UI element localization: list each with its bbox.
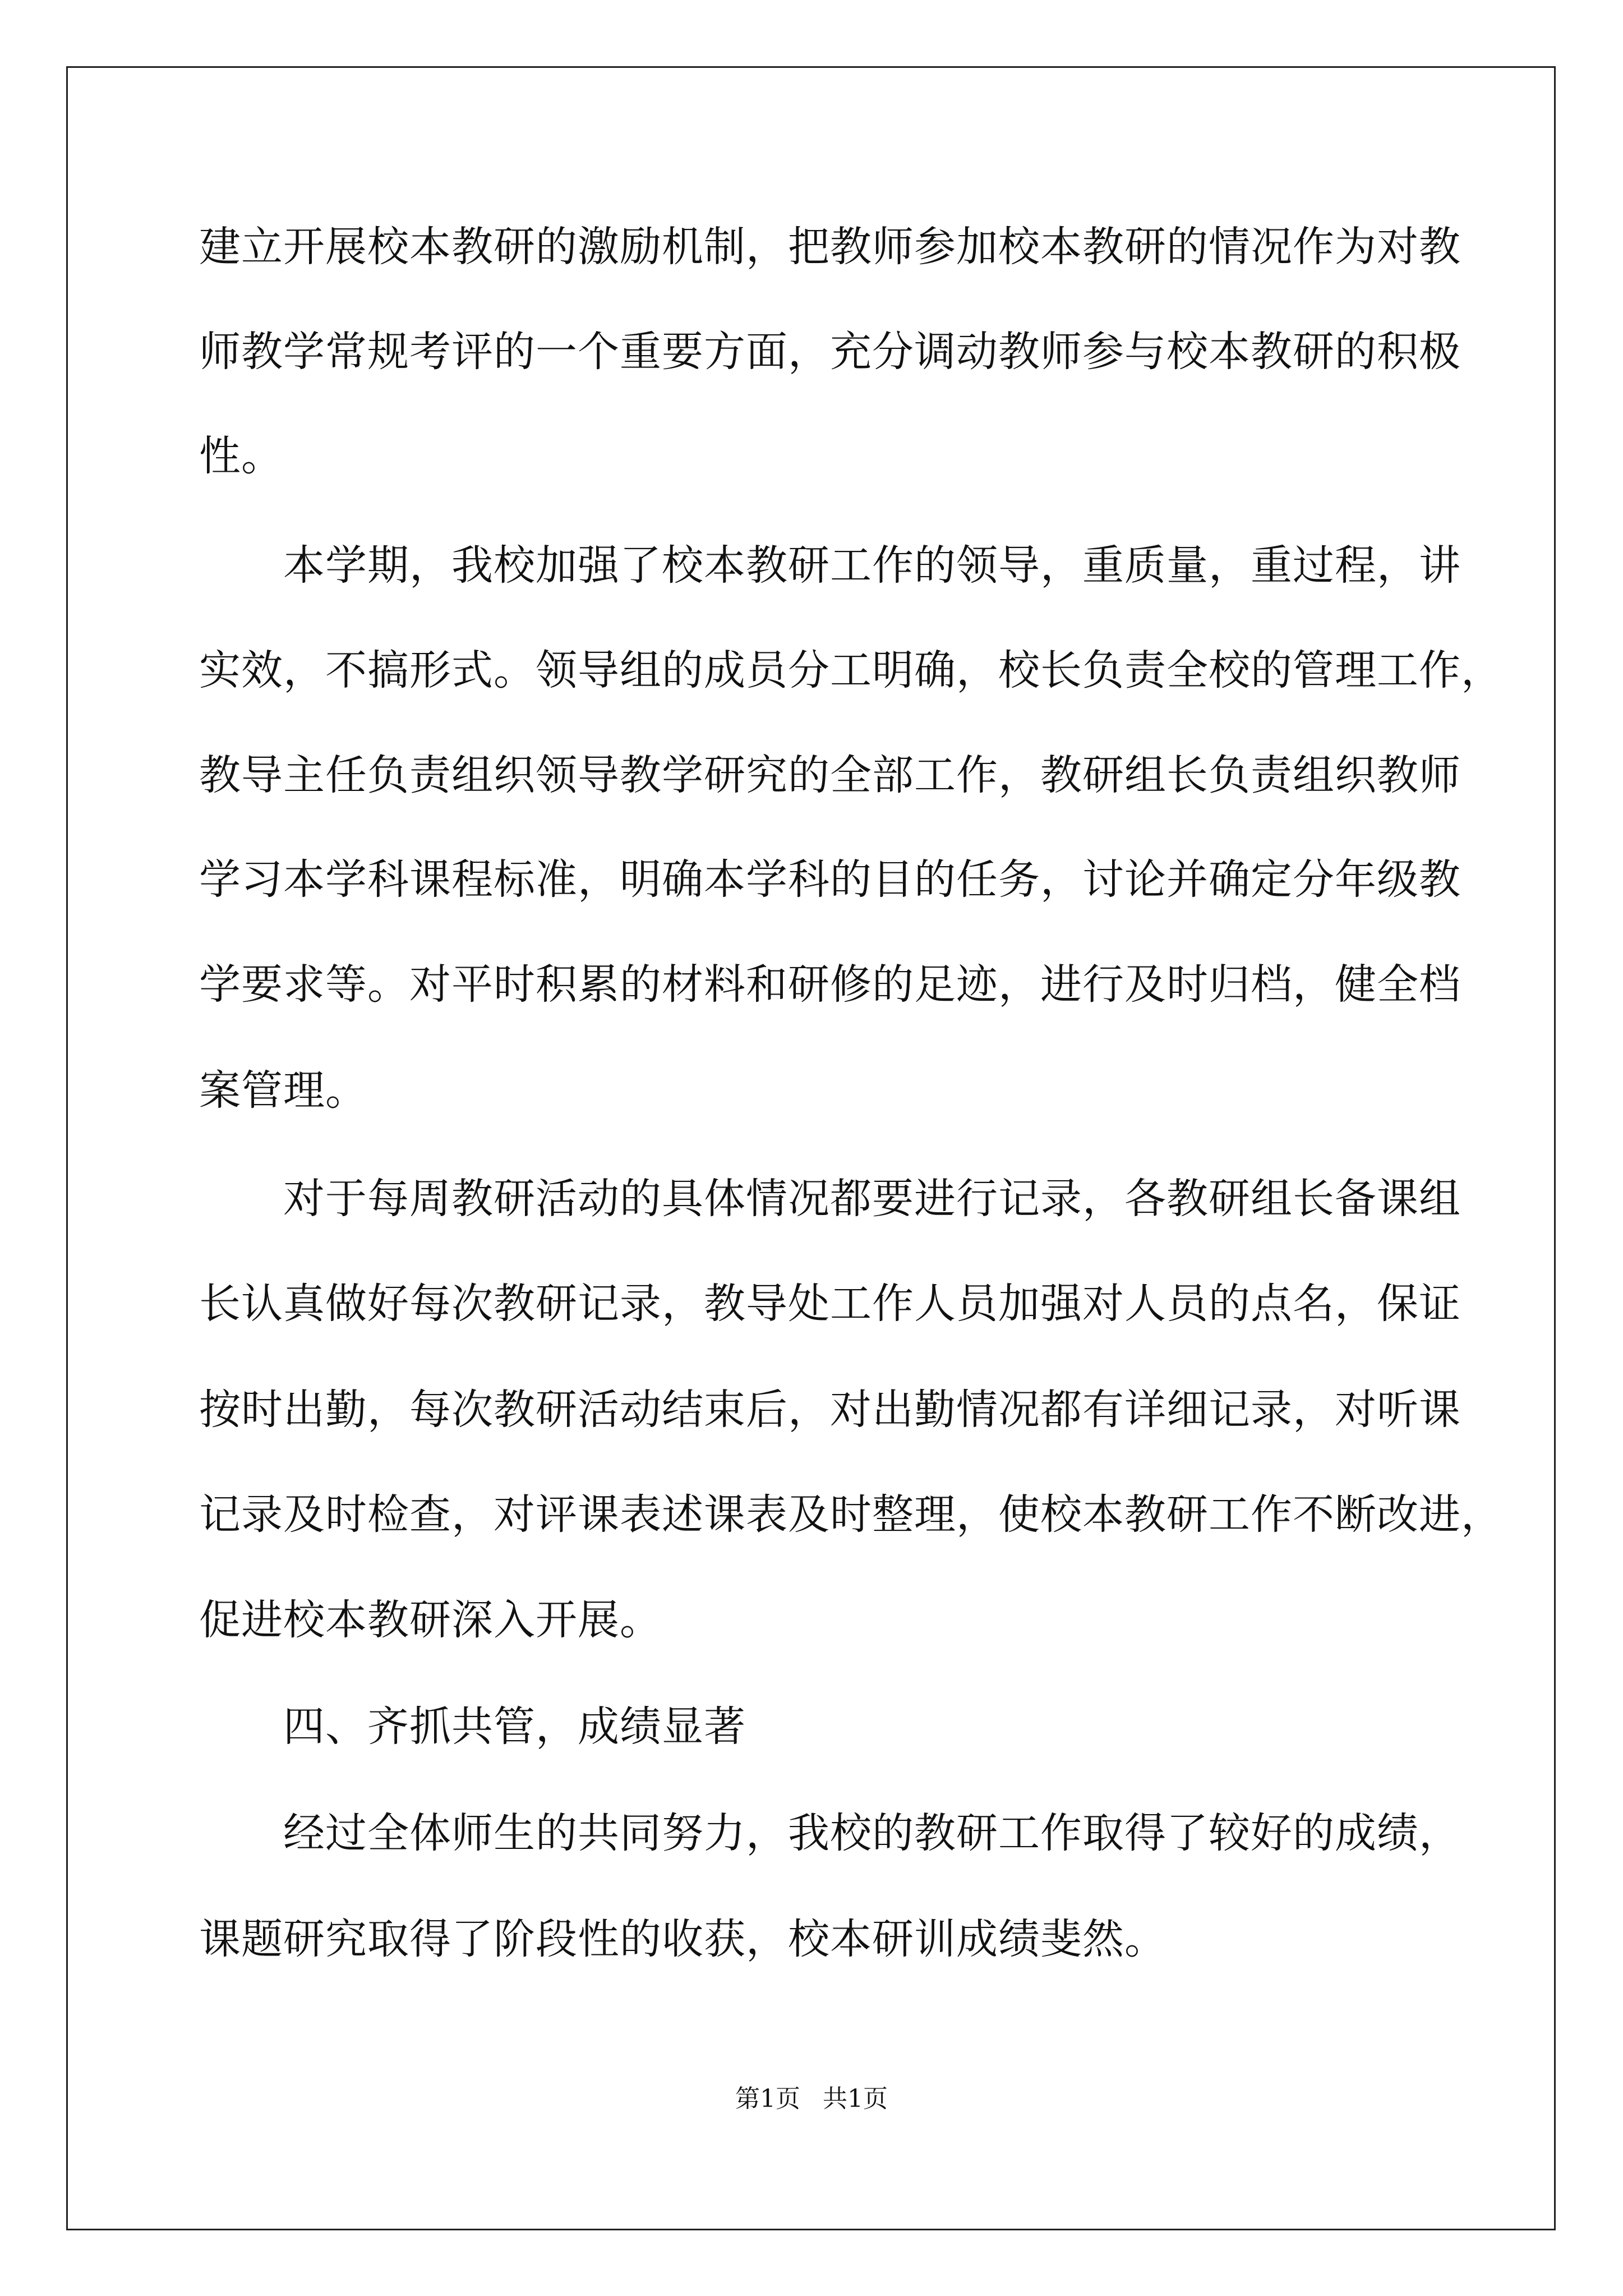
page-footer [0, 2082, 1623, 2116]
text-line: 促进校本教研深入开展。 [199, 1596, 662, 1644]
text-line: 建立开展校本教研的激励机制，把教师参加校本教研的情况作为对教 [199, 223, 1461, 271]
text-line: 师教学常规考评的一个重要方面，充分调动教师参与校本教研的积极 [199, 328, 1461, 376]
text-line: 记录及时检查，对评课表述课表及时整理，使校本教研工作不断改进， [199, 1490, 1503, 1539]
text-line: 性。 [199, 432, 283, 480]
text-line: 案管理。 [199, 1066, 367, 1115]
paragraph-start-line: 对于每周教研活动的具体情况都要进行记录，各教研组长备课组 [283, 1175, 1461, 1223]
text-line: 按时出勤，每次教研活动结束后，对出勤情况都有详细记录，对听课 [199, 1386, 1461, 1434]
text-line: 学习本学科课程标准，明确本学科的目的任务，讨论并确定分年级教 [199, 855, 1461, 904]
paragraph-start-line: 经过全体师生的共同努力，我校的教研工作取得了较好的成绩， [283, 1809, 1461, 1857]
page-number: 第1页 [735, 2085, 800, 2113]
text-line: 课题研究取得了阶段性的收获，校本研训成绩斐然。 [199, 1915, 1166, 1963]
section-heading: 四、齐抓共管，成绩显著 [283, 1703, 746, 1751]
page-frame [66, 66, 1556, 2230]
text-line: 学要求等。对平时积累的材料和研修的足迹，进行及时归档，健全档 [199, 960, 1461, 1009]
text-line: 教导主任负责组织领导教学研究的全部工作，教研组长负责组织教师 [199, 751, 1461, 799]
page-total: 共1页 [823, 2085, 888, 2113]
paragraph-start-line: 本学期，我校加强了校本教研工作的领导，重质量，重过程，讲 [283, 541, 1461, 590]
text-line: 实效，不搞形式。领导组的成员分工明确，校长负责全校的管理工作， [199, 646, 1503, 694]
text-line: 长认真做好每次教研记录，教导处工作人员加强对人员的点名，保证 [199, 1280, 1461, 1328]
